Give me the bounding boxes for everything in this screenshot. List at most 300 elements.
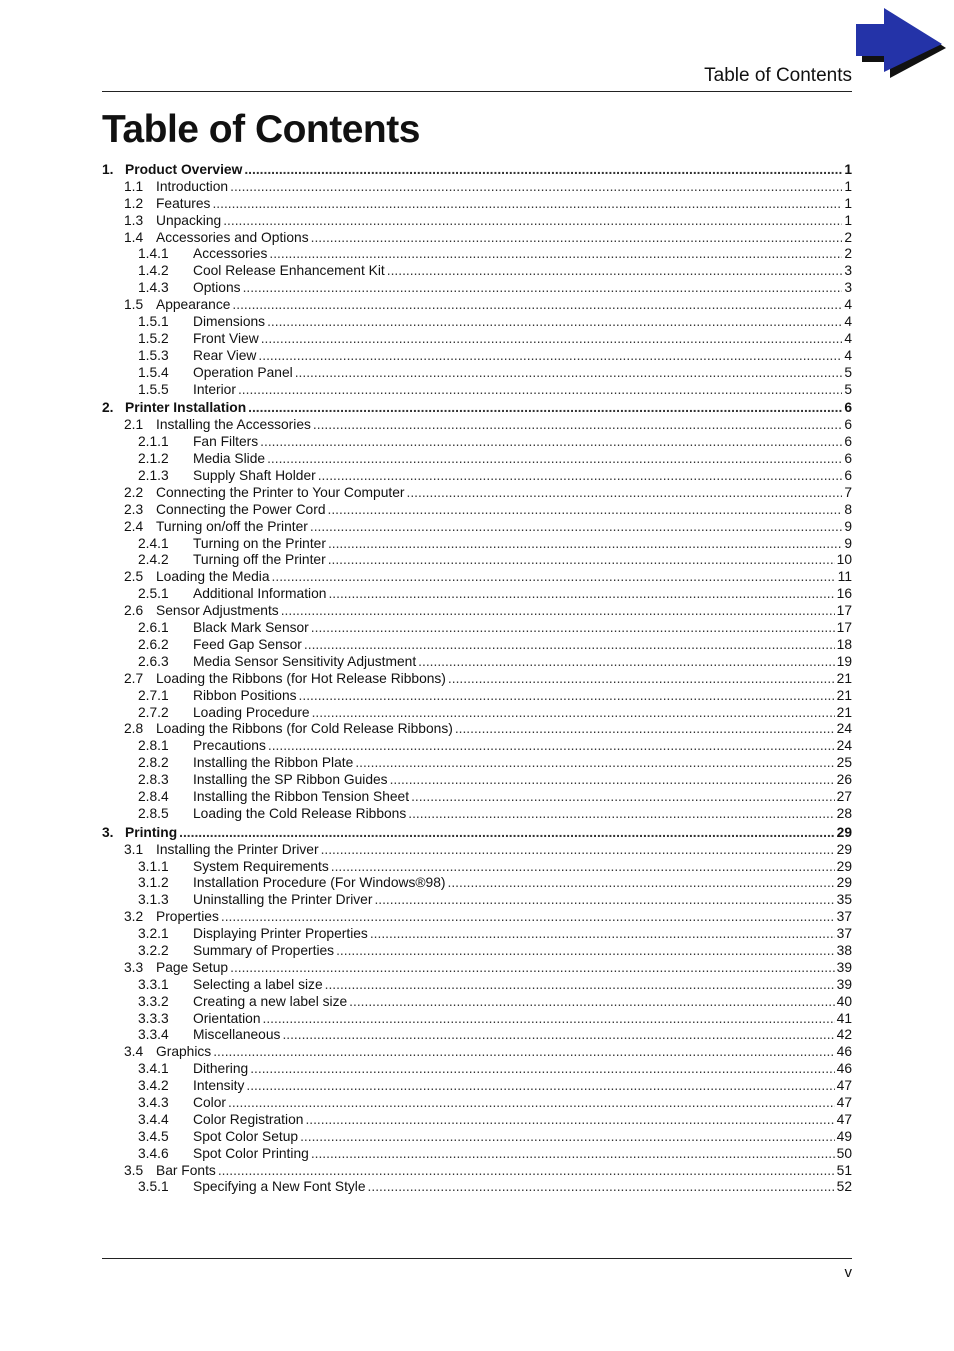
toc-entry[interactable]: [102, 859, 852, 876]
toc-dot-leader: [349, 994, 834, 1011]
toc-entry[interactable]: [102, 485, 852, 502]
toc-entry[interactable]: [102, 365, 852, 382]
page-number: v: [844, 1264, 852, 1281]
toc-entry-page: 2: [844, 246, 852, 262]
toc-entry-title: Orientation: [193, 1010, 261, 1026]
toc-entry-title: Options: [193, 280, 241, 296]
toc-entry-title: Front View: [193, 330, 259, 346]
toc-entry-title: Specifying a New Font Style: [193, 1179, 366, 1195]
toc-dot-leader: [336, 943, 835, 960]
toc-entry[interactable]: [102, 892, 852, 909]
toc-entry-number: 3.: [102, 824, 114, 840]
toc-dot-leader: [368, 1179, 835, 1196]
toc-entry-number: 2.1.3: [138, 468, 169, 484]
toc-entry-title: Displaying Printer Properties: [193, 926, 368, 942]
toc-entry-page: 6: [844, 468, 852, 484]
toc-entry[interactable]: [102, 502, 852, 519]
toc-dot-leader: [370, 926, 835, 943]
toc-entry[interactable]: [102, 943, 852, 960]
toc-entry-title: Rear View: [193, 347, 257, 363]
toc-entry-title: Sensor Adjustments: [156, 603, 279, 619]
toc-entry-page: 51: [836, 1162, 852, 1178]
toc-entry-number: 2.8.5: [138, 805, 169, 821]
toc-entry-page: 7: [844, 484, 852, 500]
toc-entry[interactable]: [102, 434, 852, 451]
toc-entry-page: 10: [836, 552, 852, 568]
toc-entry-page: 3: [844, 263, 852, 279]
toc-dot-leader: [447, 875, 834, 892]
toc-entry-title: Color Registration: [193, 1111, 304, 1127]
toc-entry[interactable]: [102, 1112, 852, 1129]
toc-entry[interactable]: [102, 806, 852, 823]
toc-entry[interactable]: [102, 569, 852, 586]
toc-entry-page: 28: [836, 805, 852, 821]
toc-entry-title: Features: [156, 195, 211, 211]
toc-entry-page: 6: [844, 434, 852, 450]
toc-entry-page: 6: [844, 451, 852, 467]
toc-dot-leader: [244, 162, 842, 179]
toc-entry-title: Loading Procedure: [193, 704, 310, 720]
toc-entry-page: 41: [836, 1010, 852, 1026]
toc-entry-page: 4: [844, 314, 852, 330]
toc-entry-title: Introduction: [156, 178, 229, 194]
toc-entry-page: 8: [844, 501, 852, 517]
toc-dot-leader: [325, 977, 835, 994]
toc-entry-page: 29: [836, 841, 852, 857]
toc-dot-leader: [318, 468, 843, 485]
toc-entry-number: 2.1.1: [138, 434, 169, 450]
toc-dot-leader: [248, 400, 842, 417]
toc-entry-number: 3.4.4: [138, 1111, 169, 1127]
toc-entry[interactable]: [102, 1061, 852, 1078]
toc-dot-leader: [230, 179, 842, 196]
toc-entry-title: Fan Filters: [193, 434, 259, 450]
toc-dot-leader: [328, 536, 842, 553]
toc-entry-number: 2.6.1: [138, 620, 169, 636]
toc-entry-page: 47: [836, 1094, 852, 1110]
toc-entry-number: 2.: [102, 400, 114, 416]
toc-entry[interactable]: [102, 738, 852, 755]
toc-entry-title: Installation Procedure (For Windows®98): [193, 875, 446, 891]
toc-entry-page: 39: [836, 976, 852, 992]
toc-entry-page: 9: [844, 535, 852, 551]
toc-entry-page: 52: [836, 1179, 852, 1195]
toc-entry-number: 1.4.1: [138, 246, 169, 262]
toc-dot-leader: [300, 1129, 835, 1146]
toc-entry-title: Supply Shaft Holder: [193, 468, 316, 484]
toc-entry-number: 3.5: [124, 1162, 144, 1178]
toc-entry-page: 40: [836, 993, 852, 1009]
toc-entry-page: 1: [844, 212, 852, 228]
toc-dot-leader: [218, 1163, 835, 1180]
toc-entry-number: 3.3.4: [138, 1027, 169, 1043]
toc-entry-page: 47: [836, 1111, 852, 1127]
toc-entry-page: 17: [836, 620, 852, 636]
toc-entry[interactable]: [102, 620, 852, 637]
toc-entry-page: 3: [844, 280, 852, 296]
toc-entry-page: 21: [836, 704, 852, 720]
toc-entry-page: 24: [836, 738, 852, 754]
toc-entry[interactable]: [102, 842, 852, 859]
toc-entry-page: 46: [836, 1061, 852, 1077]
toc-entry[interactable]: [102, 926, 852, 943]
toc-entry-title: Media Sensor Sensitivity Adjustment: [193, 653, 417, 669]
toc-entry-number: 3.1.2: [138, 875, 169, 891]
toc-entry-number: 2.6.3: [138, 653, 169, 669]
toc-entry-number: 3.3.3: [138, 1010, 169, 1026]
toc-entry-number: 2.2: [124, 484, 144, 500]
toc-entry[interactable]: [102, 994, 852, 1011]
toc-entry-title: Miscellaneous: [193, 1027, 281, 1043]
toc-entry-number: 3.4.3: [138, 1094, 169, 1110]
toc-entry[interactable]: [102, 536, 852, 553]
toc-entry-title: Unpacking: [156, 212, 222, 228]
toc-entry-number: 1.1: [124, 178, 144, 194]
toc-entry[interactable]: [102, 789, 852, 806]
toc-entry-page: 29: [836, 875, 852, 891]
toc-entry[interactable]: [102, 468, 852, 485]
toc-entry-number: 2.4.1: [138, 535, 169, 551]
toc-dot-leader: [263, 1011, 835, 1028]
toc-entry-page: 24: [836, 721, 852, 737]
toc-entry-title: Turning off the Printer: [193, 552, 326, 568]
toc-dot-leader: [281, 603, 835, 620]
toc-dot-leader: [258, 348, 842, 365]
toc-entry[interactable]: [102, 977, 852, 994]
toc-entry-title: Uninstalling the Printer Driver: [193, 892, 373, 908]
toc-entry[interactable]: [102, 1095, 852, 1112]
toc-entry-page: 39: [836, 959, 852, 975]
toc-dot-leader: [310, 519, 842, 536]
toc-entry[interactable]: [102, 314, 852, 331]
toc-entry-title: Cool Release Enhancement Kit: [193, 263, 385, 279]
header-divider: [102, 91, 852, 92]
toc-entry-title: Loading the Ribbons (for Cold Release Ribbons): [156, 721, 453, 737]
toc-dot-leader: [267, 451, 842, 468]
toc-entry-page: 4: [844, 330, 852, 346]
toc-entry-title: Media Slide: [193, 451, 266, 467]
toc-entry-number: 1.2: [124, 195, 144, 211]
toc-entry-title: Installing the SP Ribbon Guides: [193, 772, 388, 788]
toc-entry-page: 1: [844, 178, 852, 194]
toc-entry-title: Turning on/off the Printer: [156, 518, 308, 534]
footer-divider: [102, 1258, 852, 1259]
running-header: Table of Contents: [704, 65, 852, 86]
toc-dot-leader: [407, 485, 843, 502]
toc-entry-title: Accessories and Options: [156, 229, 309, 245]
toc-dot-leader: [267, 314, 842, 331]
toc-entry[interactable]: [102, 755, 852, 772]
toc-entry[interactable]: [102, 213, 852, 230]
toc-dot-leader: [228, 1095, 835, 1112]
toc-entry-page: 29: [836, 858, 852, 874]
toc-entry-title: Precautions: [193, 738, 266, 754]
toc-entry-number: 3.1: [124, 841, 144, 857]
toc-entry-page: 5: [844, 364, 852, 380]
toc-dot-leader: [418, 654, 834, 671]
toc-entry[interactable]: [102, 705, 852, 722]
toc-entry-page: 50: [836, 1145, 852, 1161]
toc-entry-title: Installing the Accessories: [156, 417, 311, 433]
toc-entry[interactable]: [102, 960, 852, 977]
toc-entry-number: 2.8.2: [138, 755, 169, 771]
toc-entry[interactable]: [102, 552, 852, 569]
toc-entry[interactable]: [102, 688, 852, 705]
toc-entry[interactable]: [102, 1146, 852, 1163]
toc-dot-leader: [305, 1112, 834, 1129]
toc-entry-page: 16: [836, 586, 852, 602]
toc-entry-title: Summary of Properties: [193, 942, 335, 958]
toc-entry-page: 11: [837, 569, 852, 585]
toc-dot-leader: [261, 331, 843, 348]
toc-dot-leader: [455, 721, 835, 738]
next-page-arrow-icon[interactable]: [852, 8, 950, 78]
toc-entry-title: Loading the Media: [156, 569, 270, 585]
toc-dot-leader: [282, 1027, 834, 1044]
toc-entry-title: Loading the Ribbons (for Hot Release Ribbons): [156, 670, 446, 686]
toc-entry-number: 3.5.1: [138, 1179, 169, 1195]
toc-dot-leader: [312, 705, 835, 722]
toc-dot-leader: [299, 688, 835, 705]
toc-entry[interactable]: [102, 772, 852, 789]
toc-dot-leader: [295, 365, 843, 382]
toc-entry-page: 29: [836, 824, 852, 840]
toc-entry[interactable]: [102, 875, 852, 892]
toc-entry[interactable]: [102, 1163, 852, 1180]
toc-entry-number: 1.5.5: [138, 381, 169, 397]
toc-entry-number: 2.7.1: [138, 687, 169, 703]
toc-entry-title: Operation Panel: [193, 364, 293, 380]
toc-entry[interactable]: [102, 451, 852, 468]
toc-entry-number: 2.1.2: [138, 451, 169, 467]
toc-entry[interactable]: [102, 1027, 852, 1044]
toc-entry-number: 3.2: [124, 909, 144, 925]
toc-entry-number: 3.4.1: [138, 1061, 169, 1077]
toc-entry-page: 46: [836, 1044, 852, 1060]
toc-entry-number: 1.5.2: [138, 330, 169, 346]
toc-entry-number: 2.6.2: [138, 636, 169, 652]
toc-entry-number: 1.4.3: [138, 280, 169, 296]
toc-entry-number: 2.8.1: [138, 738, 169, 754]
toc-entry-title: Ribbon Positions: [193, 687, 297, 703]
toc-entry[interactable]: [102, 654, 852, 671]
toc-dot-leader: [311, 230, 843, 247]
toc-entry-title: Installing the Ribbon Tension Sheet: [193, 788, 410, 804]
toc-entry-number: 3.2.2: [138, 942, 169, 958]
page-title: Table of Contents: [102, 108, 420, 151]
toc-entry-title: Black Mark Sensor: [193, 620, 309, 636]
toc-entry[interactable]: [102, 1044, 852, 1061]
toc-entry-title: Turning on the Printer: [193, 535, 326, 551]
toc-dot-leader: [179, 825, 835, 842]
toc-entry[interactable]: [102, 179, 852, 196]
toc-entry[interactable]: [102, 246, 852, 263]
toc-entry[interactable]: [102, 417, 852, 434]
toc-entry[interactable]: [102, 280, 852, 297]
toc-entry-number: 3.4.5: [138, 1128, 169, 1144]
toc-entry-number: 2.8.4: [138, 788, 169, 804]
toc-entry-number: 2.7: [124, 670, 144, 686]
toc-dot-leader: [269, 246, 842, 263]
toc-entry-number: 1.5.3: [138, 347, 169, 363]
toc-entry-title: System Requirements: [193, 858, 329, 874]
toc-dot-leader: [411, 789, 835, 806]
toc-entry-number: 2.6: [124, 603, 144, 619]
toc-dot-leader: [250, 1061, 834, 1078]
toc-entry-number: 2.1: [124, 417, 144, 433]
toc-entry-page: 2: [844, 229, 852, 245]
toc-entry[interactable]: [102, 637, 852, 654]
toc-dot-leader: [223, 213, 842, 230]
toc-entry-number: 2.5: [124, 569, 144, 585]
toc-entry-title: Intensity: [193, 1078, 245, 1094]
toc-entry-number: 1.5.1: [138, 314, 169, 330]
toc-entry-title: Appearance: [156, 297, 231, 313]
toc-dot-leader: [328, 586, 834, 603]
toc-entry-title: Color: [193, 1094, 226, 1110]
toc-entry[interactable]: [102, 263, 852, 280]
toc-dot-leader: [246, 1078, 834, 1095]
toc-entry-number: 2.4: [124, 518, 144, 534]
toc-entry-title: Spot Color Setup: [193, 1128, 299, 1144]
toc-entry-title: Selecting a label size: [193, 976, 323, 992]
toc-entry[interactable]: [102, 348, 852, 365]
toc-entry-title: Accessories: [193, 246, 268, 262]
toc-entry-page: 1: [844, 195, 852, 211]
toc-dot-leader: [328, 502, 843, 519]
toc-dot-leader: [304, 637, 835, 654]
toc-entry-number: 1.5.4: [138, 364, 169, 380]
toc-entry-title: Installing the Ribbon Plate: [193, 755, 354, 771]
toc-entry-page: 47: [836, 1078, 852, 1094]
toc-entry[interactable]: [102, 603, 852, 620]
toc-dot-leader: [230, 960, 835, 977]
toc-entry-number: 3.3: [124, 959, 144, 975]
toc-entry-page: 18: [836, 636, 852, 652]
toc-entry-page: 25: [836, 755, 852, 771]
toc-entry-page: 38: [836, 942, 852, 958]
toc-entry-title: Properties: [156, 909, 219, 925]
toc-entry-page: 1: [844, 162, 852, 177]
toc-entry-number: 2.8.3: [138, 772, 169, 788]
toc-list: [102, 160, 852, 1196]
toc-entry-number: 1.5: [124, 297, 144, 313]
toc-entry-page: 37: [836, 926, 852, 942]
toc-dot-leader: [238, 382, 842, 399]
toc-entry-page: 6: [844, 417, 852, 433]
toc-entry[interactable]: [102, 519, 852, 536]
toc-entry[interactable]: [102, 400, 852, 417]
toc-dot-leader: [448, 671, 835, 688]
toc-dot-leader: [321, 842, 835, 859]
toc-entry[interactable]: [102, 382, 852, 399]
toc-entry[interactable]: [102, 1078, 852, 1095]
toc-dot-leader: [390, 772, 835, 789]
toc-dot-leader: [243, 280, 843, 297]
toc-dot-leader: [311, 620, 835, 637]
toc-entry-title: Page Setup: [156, 959, 229, 975]
toc-entry-number: 3.3.1: [138, 976, 169, 992]
toc-entry-number: 1.4: [124, 229, 144, 245]
toc-entry-page: 4: [844, 347, 852, 363]
toc-dot-leader: [328, 552, 835, 569]
toc-entry-page: 5: [844, 381, 852, 397]
toc-entry[interactable]: [102, 671, 852, 688]
toc-entry-page: 17: [836, 603, 852, 619]
toc-entry-page: 27: [836, 788, 852, 804]
toc-entry-page: 35: [836, 892, 852, 908]
toc-entry-number: 3.4.2: [138, 1078, 169, 1094]
toc-entry-number: 2.8: [124, 721, 144, 737]
toc-entry-title: Bar Fonts: [156, 1162, 216, 1178]
toc-dot-leader: [313, 417, 842, 434]
toc-entry-title: Feed Gap Sensor: [193, 636, 302, 652]
toc-entry[interactable]: [102, 297, 852, 314]
toc-entry[interactable]: [102, 196, 852, 213]
toc-entry-number: 3.4: [124, 1044, 144, 1060]
toc-entry-number: 3.1.3: [138, 892, 169, 908]
toc-entry-title: Product Overview: [125, 162, 243, 177]
toc-entry-number: 3.4.6: [138, 1145, 169, 1161]
toc-entry-title: Connecting the Power Cord: [156, 501, 326, 517]
toc-entry-number: 1.: [102, 162, 114, 177]
toc-dot-leader: [212, 196, 842, 213]
toc-entry-title: Interior: [193, 381, 236, 397]
toc-dot-leader: [374, 892, 834, 909]
toc-entry[interactable]: [102, 721, 852, 738]
toc-entry-number: 3.2.1: [138, 926, 169, 942]
toc-dot-leader: [213, 1044, 834, 1061]
toc-entry-page: 26: [836, 772, 852, 788]
toc-entry-page: 6: [844, 400, 852, 416]
toc-entry[interactable]: [102, 230, 852, 247]
toc-entry-number: 2.7.2: [138, 704, 169, 720]
toc-entry-page: 49: [836, 1128, 852, 1144]
toc-entry-title: Connecting the Printer to Your Computer: [156, 484, 405, 500]
toc-entry-page: 9: [844, 518, 852, 534]
toc-entry[interactable]: [102, 909, 852, 926]
toc-entry-number: 2.4.2: [138, 552, 169, 568]
toc-entry-page: 37: [836, 909, 852, 925]
toc-entry-number: 3.3.2: [138, 993, 169, 1009]
toc-entry-title: Spot Color Printing: [193, 1145, 309, 1161]
toc-entry-page: 42: [836, 1027, 852, 1043]
toc-entry[interactable]: [102, 825, 852, 842]
toc-entry[interactable]: [102, 162, 852, 179]
toc-entry-title: Printing: [125, 824, 178, 840]
toc-entry-title: Graphics: [156, 1044, 212, 1060]
toc-dot-leader: [232, 297, 842, 314]
toc-dot-leader: [408, 806, 834, 823]
toc-entry-title: Creating a new label size: [193, 993, 348, 1009]
toc-dot-leader: [272, 569, 836, 586]
toc-entry[interactable]: [102, 1011, 852, 1028]
toc-dot-leader: [260, 434, 842, 451]
toc-entry[interactable]: [102, 586, 852, 603]
toc-entry-title: Dithering: [193, 1061, 249, 1077]
toc-entry-title: Loading the Cold Release Ribbons: [193, 805, 407, 821]
toc-entry-page: 21: [836, 687, 852, 703]
toc-entry-page: 19: [836, 653, 852, 669]
toc-entry-number: 1.4.2: [138, 263, 169, 279]
toc-entry-number: 1.3: [124, 212, 144, 228]
toc-entry-page: 4: [844, 297, 852, 313]
toc-entry[interactable]: [102, 331, 852, 348]
toc-entry-page: 21: [836, 670, 852, 686]
toc-entry[interactable]: [102, 1129, 852, 1146]
toc-entry[interactable]: [102, 1179, 852, 1196]
toc-dot-leader: [221, 909, 835, 926]
